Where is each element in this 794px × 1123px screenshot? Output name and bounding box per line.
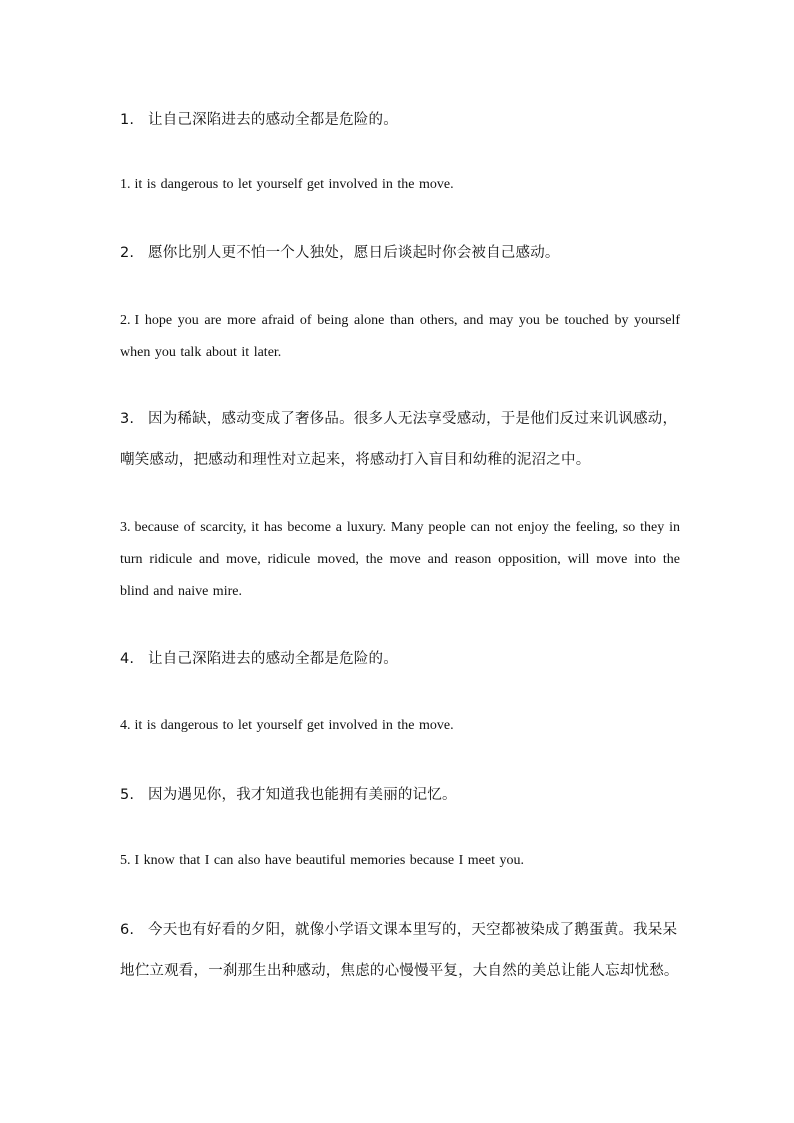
entry-2-english xyxy=(120,305,680,369)
entry-3-chinese xyxy=(120,399,680,481)
entry-text: it is dangerous to let yourself get involved in the move. xyxy=(134,718,454,733)
entry-text: 愿你比别人更不怕一个人独处，愿日后谈起时你会被自己感动。 xyxy=(148,245,560,261)
entry-number: 4. xyxy=(120,718,131,733)
entry-4-chinese xyxy=(120,639,680,680)
entry-3-english xyxy=(120,512,680,608)
entry-text: 因为遇见你，我才知道我也能拥有美丽的记忆。 xyxy=(148,787,457,803)
entry-1-chinese xyxy=(120,100,680,141)
entry-2-chinese xyxy=(120,233,680,274)
entry-4-english xyxy=(120,710,680,742)
entry-1-english xyxy=(120,169,680,201)
entry-number: 3. xyxy=(120,520,131,535)
entry-6-chinese xyxy=(120,910,680,992)
entry-5-english xyxy=(120,845,680,877)
entry-number: 5. xyxy=(120,787,135,803)
entry-text: it is dangerous to let yourself get involved in the move. xyxy=(134,177,454,192)
entry-number: 5. xyxy=(120,853,131,868)
entry-number: 1. xyxy=(120,177,131,192)
entry-number: 2. xyxy=(120,245,135,261)
entry-text: 让自己深陷进去的感动全都是危险的。 xyxy=(148,112,398,128)
entry-number: 1. xyxy=(120,112,135,128)
entry-number: 3. xyxy=(120,411,135,427)
entry-text: because of scarcity, it has become a luxury. Many people can not enjoy the feeling, so they in turn ridicule and move, ridicule moved, the move and reason opposition, will move into the blind and naive mire. xyxy=(120,520,680,599)
entry-number: 4. xyxy=(120,651,135,667)
entry-text: 今天也有好看的夕阳，就像小学语文课本里写的，天空都被染成了鹅蛋黄。我呆呆地伫立观看，一刹那生出种感动，焦虑的心慢慢平复，大自然的美总让能人忘却忧愁。 xyxy=(120,922,679,979)
entry-text: 因为稀缺，感动变成了奢侈品。很多人无法享受感动，于是他们反过来讥讽感动，嘲笑感动，把感动和理性对立起来，将感动打入盲目和幼稚的泥沼之中。 xyxy=(120,411,678,468)
entry-text: I hope you are more afraid of being alone than others, and may you be touched by yourself when you talk about it later. xyxy=(120,313,680,360)
entry-5-chinese xyxy=(120,775,680,816)
entry-number: 2. xyxy=(120,313,131,328)
entry-text: 让自己深陷进去的感动全都是危险的。 xyxy=(148,651,398,667)
entry-number: 6. xyxy=(120,922,135,938)
entry-text: I know that I can also have beautiful memories because I meet you. xyxy=(134,853,524,868)
